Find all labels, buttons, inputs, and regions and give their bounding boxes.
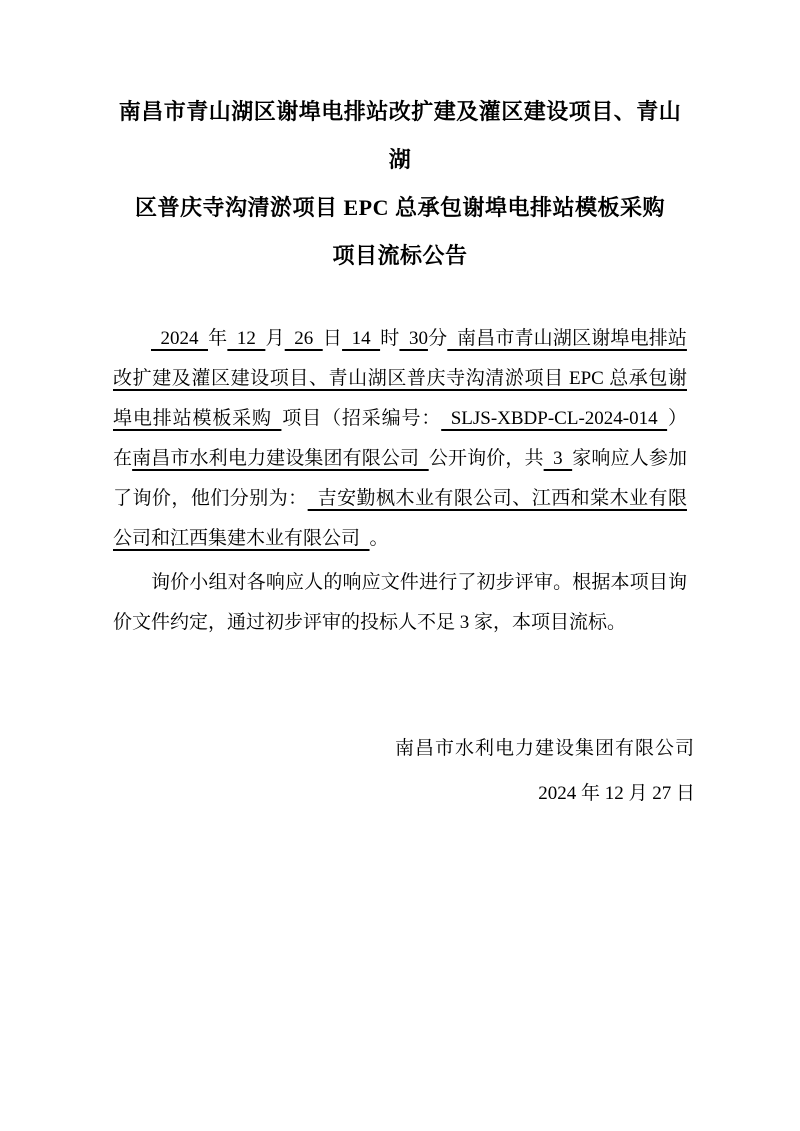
underlined-field: 14 bbox=[342, 328, 381, 349]
underlined-field: 2024 bbox=[151, 328, 208, 349]
underlined-field: SLJS-XBDP-CL-2024-014 bbox=[441, 408, 668, 429]
document-title bbox=[113, 88, 687, 280]
underlined-field: 吉安勤枫木业有限公司、江西和棠木业有限公司和江西集建木业有限公司 bbox=[113, 488, 687, 549]
title-line-1: 南昌市青山湖区谢埠电排站改扩建及灌区建设项目、青山湖 bbox=[118, 99, 682, 172]
paragraph-inquiry-announcement bbox=[113, 319, 687, 559]
text-run: 项目（招采编号： bbox=[281, 408, 442, 429]
underlined-field: 12 bbox=[227, 328, 266, 349]
title-line-3: 项目流标公告 bbox=[332, 243, 468, 268]
underlined-field: 26 bbox=[284, 328, 323, 349]
signature-block bbox=[113, 729, 695, 814]
underlined-field: 3 bbox=[543, 448, 573, 469]
text-run: 时 bbox=[380, 328, 400, 349]
text-run: 询价小组对各响应人的响应文件进行了初步评审。根据本项目询价文件约定，通过初步评审的投标人不足 3 家，本项目流标。 bbox=[113, 572, 687, 633]
underlined-field: 南昌市青山湖区谢埠电排站改扩建及灌区建设项目、青山湖区普庆寺沟清淤项目 EPC 总承包谢埠电排站模板采购 bbox=[113, 328, 687, 429]
text-run: 年 bbox=[208, 328, 228, 349]
text-run: 日 bbox=[322, 328, 343, 349]
text-run: 公开询价，共 bbox=[428, 448, 544, 469]
title-line-2: 区普庆寺沟清淤项目 EPC 总承包谢埠电排站模板采购 bbox=[134, 195, 665, 220]
signature-company: 南昌市水利电力建设集团有限公司 bbox=[394, 738, 695, 759]
signature-date: 2024 年 12 月 27 日 bbox=[538, 783, 695, 804]
paragraph-evaluation-result bbox=[113, 563, 687, 643]
text-run: 月 bbox=[265, 328, 285, 349]
text-run: 。 bbox=[369, 528, 389, 549]
text-run: ）在 bbox=[113, 408, 687, 469]
text-run: 分 bbox=[427, 328, 448, 349]
underlined-field: 30 bbox=[399, 328, 428, 349]
text-run: 家响应人参加了询价，他们分别为： bbox=[113, 448, 687, 509]
underlined-field: 南昌市水利电力建设集团有限公司 bbox=[132, 448, 429, 469]
